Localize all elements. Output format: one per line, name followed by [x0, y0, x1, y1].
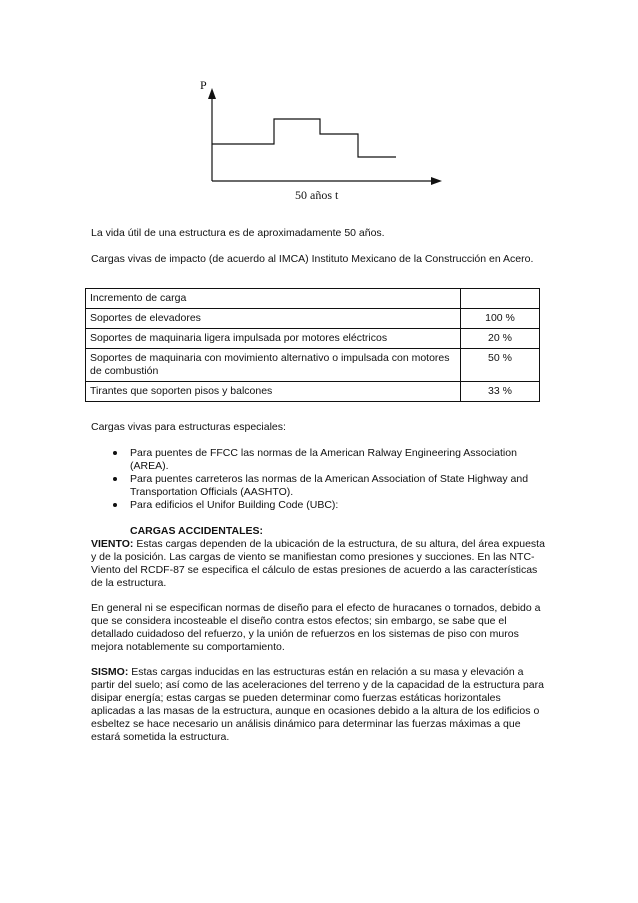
special-structures-list	[110, 447, 550, 512]
list-item-text: Para puentes carreteros las normas de la American Association of State Highway and Transportation Officials (AASHTO).	[130, 473, 529, 498]
table-header-value	[461, 289, 540, 309]
x-axis-label: 50 años t	[295, 188, 339, 202]
special-structures-intro: Cargas vivas para estructuras especiales:	[91, 421, 286, 433]
table-header-row	[86, 289, 540, 309]
table-row	[86, 382, 540, 402]
y-axis-arrow	[208, 88, 216, 99]
table-cell-label: Tirantes que soporten pisos y balcones	[86, 382, 461, 402]
impact-load-table	[85, 288, 540, 402]
useful-life-paragraph: La vida útil de una estructura es de aproximadamente 50 años.	[91, 227, 385, 239]
bullet-icon	[113, 477, 117, 481]
impact-intro-paragraph: Cargas vivas de impacto (de acuerdo al IMCA) Instituto Mexicano de la Construcción en Acero.	[91, 253, 534, 265]
list-item-text: Para edificios el Unifor Building Code (UBC):	[130, 499, 339, 511]
table-row	[86, 349, 540, 382]
seismic-label: SISMO:	[91, 666, 129, 678]
section-title: CARGAS ACCIDENTALES:	[130, 525, 263, 537]
table-cell-value: 33 %	[461, 382, 540, 402]
x-axis-arrow	[431, 177, 442, 185]
wind-text: Estas cargas dependen de la ubicación de la estructura, de su altura, del área expuesta y de la posición. Las cargas de viento se manifiestan como presiones y succiones. En las NTC-Viento del RCDF-87 se especifica el cálculo de estas presiones de acuerdo a las características de la estructura.	[91, 538, 545, 589]
load-step-line	[212, 119, 396, 157]
table-header-label: Incremento de carga	[86, 289, 461, 309]
table-cell-label: Soportes de elevadores	[86, 309, 461, 329]
table-cell-value: 100 %	[461, 309, 540, 329]
seismic-paragraph	[91, 666, 546, 744]
table-row	[86, 309, 540, 329]
table-cell-value: 50 %	[461, 349, 540, 382]
hurricanes-paragraph: En general ni se especifican normas de diseño para el efecto de huracanes o tornados, debido a que se considera incosteable el diseño contra estos efectos; sin embargo, se sabe que el detallado cuidadoso del refuerzo, y la unión de refuerzos en los sistemas de piso con muros mejora notablemente su comportamiento.	[91, 602, 541, 653]
bullet-icon	[113, 503, 117, 507]
load-vs-time-diagram	[180, 74, 450, 209]
list-item	[110, 447, 550, 473]
table-row	[86, 329, 540, 349]
list-item	[110, 473, 550, 499]
list-item	[110, 499, 550, 512]
wind-label: VIENTO:	[91, 538, 134, 550]
table-cell-label: Soportes de maquinaria con movimiento alternativo o impulsada con motores de combustión	[86, 349, 461, 382]
table-cell-label: Soportes de maquinaria ligera impulsada por motores eléctricos	[86, 329, 461, 349]
wind-paragraph	[91, 538, 546, 590]
list-item-text: Para puentes de FFCC las normas de la American Ralway Engineering Association (AREA).	[130, 447, 517, 472]
table-cell-value: 20 %	[461, 329, 540, 349]
bullet-icon	[113, 451, 117, 455]
seismic-text: Estas cargas inducidas en las estructuras están en relación a su masa y elevación a partir del suelo; así como de las aceleraciones del terreno y de la capacidad de la estructura para disipar energía; estas cargas se pueden determinar como fuerzas estáticas horizontales aplicadas a las masas de la estructura, aunque en ocasiones debido a la altura de los edificios o esbeltez se hace necesario un análisis dinámico para determinar las fuerzas máximas a que estará sometida la estructura.	[91, 666, 544, 743]
y-axis-label: P	[200, 78, 207, 92]
